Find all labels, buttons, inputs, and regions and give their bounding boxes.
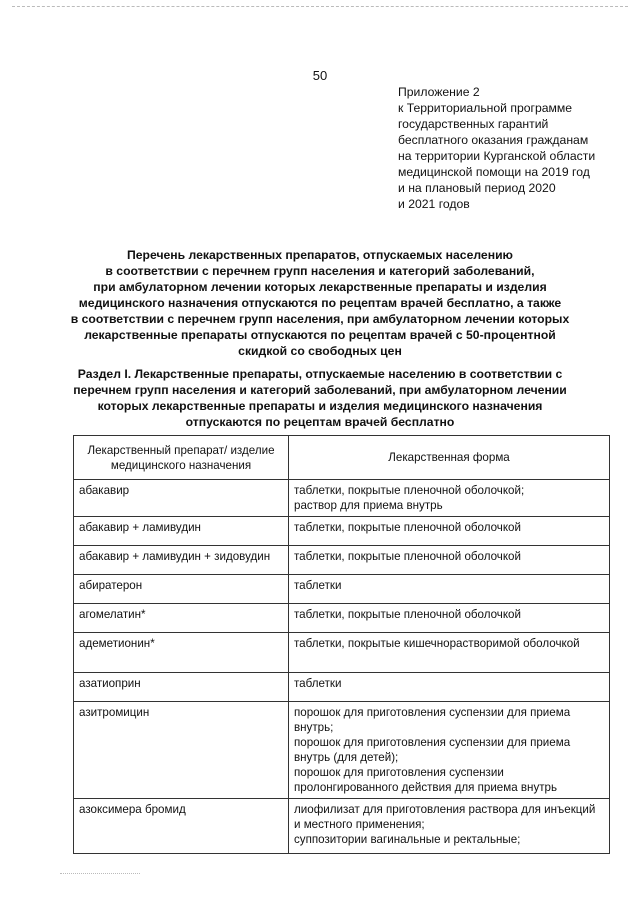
- title-line: Перечень лекарственных препаратов, отпускаемых населению: [127, 248, 513, 262]
- table-row: [74, 546, 610, 575]
- section-line: Раздел I. Лекарственные препараты, отпускаемые населению в соответствии с: [77, 367, 563, 381]
- appendix-line: медицинской помощи на 2019 год: [398, 165, 590, 179]
- drug-form-cell: [289, 799, 610, 854]
- table-header-row: [74, 436, 610, 480]
- drug-form-cell: [289, 633, 610, 673]
- title-line: лекарственные препараты отпускаются по рецептам врачей с 50-процентной: [84, 328, 556, 342]
- drug-form-cell: [289, 702, 610, 799]
- header-drug: Лекарственный препарат/ изделие медицинского назначения: [74, 436, 289, 480]
- appendix-line: к Территориальной программе: [398, 101, 573, 115]
- appendix-line: государственных гарантий: [398, 117, 549, 131]
- drug-form-cell: [289, 546, 610, 575]
- table-row: [74, 702, 610, 799]
- form-line: суппозитории вагинальные и ректальные;: [294, 833, 521, 846]
- form-line: порошок для приготовления суспензии пролонгированного действия для приема внутрь: [294, 766, 558, 794]
- drug-name-cell: азоксимера бромид: [74, 799, 289, 854]
- page-number: 50: [312, 68, 328, 83]
- document-title: [60, 247, 580, 359]
- section-line: перечнем групп населения и категорий заболеваний, при амбулаторном лечении: [73, 383, 567, 397]
- section-heading: [60, 366, 580, 430]
- table-row: [74, 517, 610, 546]
- scan-edge-line: [60, 873, 140, 874]
- table-row: [74, 604, 610, 633]
- drug-form-cell: [289, 673, 610, 702]
- drug-form-cell: [289, 480, 610, 517]
- form-line: таблетки: [294, 579, 342, 592]
- table-row: [74, 480, 610, 517]
- form-line: таблетки, покрытые кишечнорастворимой оболочкой: [294, 637, 580, 650]
- form-line: таблетки, покрытые пленочной оболочкой;: [294, 484, 525, 497]
- table-row: [74, 799, 610, 854]
- drug-name-cell: абакавир + ламивудин + зидовудин: [74, 546, 289, 575]
- title-line: при амбулаторном лечении которых лекарственные препараты и изделия: [93, 280, 547, 294]
- appendix-line: Приложение 2: [398, 85, 480, 99]
- drug-form-cell: [289, 575, 610, 604]
- drug-table: [73, 435, 610, 854]
- drug-name-cell: абакавир: [74, 480, 289, 517]
- header-form: Лекарственная форма: [289, 436, 610, 480]
- drug-form-cell: [289, 517, 610, 546]
- appendix-note: [398, 84, 628, 212]
- form-line: таблетки, покрытые пленочной оболочкой: [294, 521, 521, 534]
- title-line: в соответствии с перечнем групп населения, при амбулаторном лечении которых: [70, 312, 570, 326]
- drug-name-cell: абиратерон: [74, 575, 289, 604]
- drug-form-cell: [289, 604, 610, 633]
- section-line: отпускаются по рецептам врачей бесплатно: [185, 415, 455, 429]
- scan-edge-line: [12, 6, 628, 7]
- section-line: которых лекарственные препараты и изделия медицинского назначения: [97, 399, 543, 413]
- drug-name-cell: адеметионин*: [74, 633, 289, 673]
- form-line: раствор для приема внутрь: [294, 499, 443, 512]
- table-body: [74, 480, 610, 854]
- drug-name-cell: абакавир + ламивудин: [74, 517, 289, 546]
- appendix-line: и на плановый период 2020: [398, 181, 556, 195]
- drug-name-cell: азатиоприн: [74, 673, 289, 702]
- title-line: в соответствии с перечнем групп населения и категорий заболеваний,: [105, 264, 535, 278]
- form-line: порошок для приготовления суспензии для приема внутрь;: [294, 706, 571, 734]
- table-row: [74, 673, 610, 702]
- drug-name-cell: агомелатин*: [74, 604, 289, 633]
- form-line: таблетки, покрытые пленочной оболочкой: [294, 550, 521, 563]
- table-row: [74, 633, 610, 673]
- appendix-line: и 2021 годов: [398, 197, 470, 211]
- table-row: [74, 575, 610, 604]
- form-line: лиофилизат для приготовления раствора для инъекций и местного применения;: [294, 803, 596, 831]
- appendix-line: бесплатного оказания гражданам: [398, 133, 589, 147]
- form-line: порошок для приготовления суспензии для приема внутрь (для детей);: [294, 736, 571, 764]
- appendix-line: на территории Курганской области: [398, 149, 596, 163]
- drug-name-cell: азитромицин: [74, 702, 289, 799]
- form-line: таблетки: [294, 677, 342, 690]
- title-line: медицинского назначения отпускаются по рецептам врачей бесплатно, а также: [78, 296, 562, 310]
- title-line: скидкой со свободных цен: [238, 344, 402, 358]
- form-line: таблетки, покрытые пленочной оболочкой: [294, 608, 521, 621]
